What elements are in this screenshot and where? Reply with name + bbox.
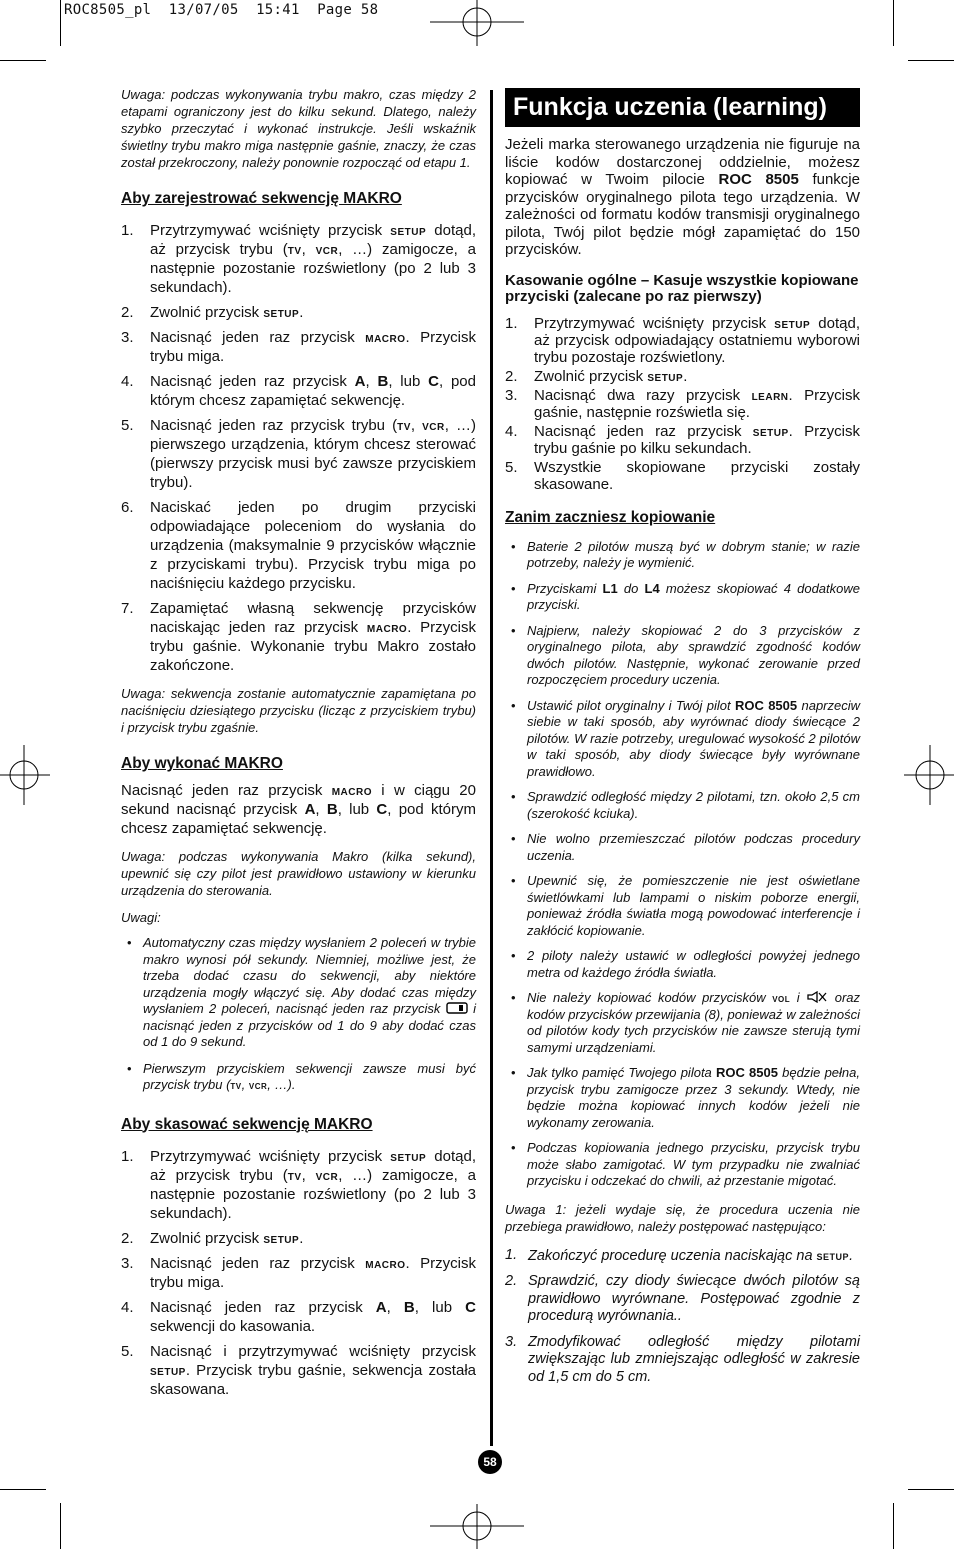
list-item: 3. Nacisnąć jeden raz przycisk macro. Przycisk trybu miga. — [121, 1254, 476, 1291]
registration-mark-left — [0, 745, 52, 805]
left-column — [121, 86, 476, 1399]
list-item: • Automatyczny czas między wysłaniem 2 poleceń w trybie makro wynosi pół sekundy. Niemniej, możliwe jest, że trzeba dodać czasu do sekwencji, aby niektóre urządzenia mogły włączyć się. Aby dodać czas między wysłaniem 2 poleceń, nacisnąć jeden raz przycisk i nacisnąć jeden z przycisków od 1 do 9 aby dodać czas od 1 do 9 sekund. — [127, 935, 477, 1049]
list-item: • Jak tylko pamięć Twojego pilota ROC 8505 będzie pełna, przycisk trybu zamigocze przez 3 sekundy. Wtedy, nie będzie można kopiować innych kodów jeżeli nie wykonamy zerowania. — [511, 1065, 860, 1130]
list-item: 3. Nacisnąć jeden raz przycisk macro. Przycisk trybu miga. — [121, 329, 476, 365]
uwaga-1-note: Uwaga 1: jeżeli wydaje się, że procedura uczenia nie przebiega prawidłowo, należy postępować następująco: — [505, 1201, 860, 1234]
list-item: • Sprawdzić odległość między 2 pilotami, tzn. około 2,5 cm (szerokość kciuka). — [511, 789, 860, 821]
list-item: 4. Nacisnąć jeden raz przycisk A, B, lub C, pod którym chcesz zapamiętać sekwencję. — [121, 373, 476, 409]
delete-macro-steps — [121, 1147, 476, 1399]
run-macro-note: Uwaga: podczas wykonywania Makro (kilka sekund), upewnić się czy pilot jest prawidłowo ustawiony w kierunku urządzenia do sterowania. — [121, 849, 476, 898]
registration-mark-top — [430, 0, 526, 50]
list-item: 5. Nacisnąć jeden raz przycisk trybu (tv, vcr, …) pierwszego urządzenia, którym chcesz sterować (pierwszy przycisk musi być zawsze przyciskiem trybu). — [121, 417, 476, 491]
right-column — [505, 88, 860, 1386]
troubleshoot-steps — [505, 1247, 860, 1387]
list-item: 1. Zakończyć procedurę uczenia naciskając na setup. — [505, 1246, 854, 1264]
list-item: 2. Zwolnić przycisk setup. — [121, 1229, 304, 1247]
crop-mark — [60, 1503, 61, 1549]
page-number: 58 — [478, 1450, 502, 1474]
global-reset-steps — [505, 315, 860, 493]
section-title-before-copy: Zanim zaczniesz kopiowanie — [505, 508, 716, 526]
crop-mark — [60, 0, 61, 46]
list-item: 4. Nacisnąć jeden raz przycisk setup. Przycisk trybu gaśnie po kilku sekundach. — [505, 422, 860, 457]
list-item: 1. Przytrzymywać wciśnięty przycisk setup dotąd, aż przycisk trybu (tv, vcr, …) zamigocze, a następnie pozostanie rozświetlony (po 2 lub 3 sekundach). — [121, 1147, 476, 1222]
list-item: 1. Przytrzymywać wciśnięty przycisk setup dotąd, aż przycisk trybu (tv, vcr, …) zamigocze, a następnie pozostanie rozświetlony (po 2 lub 3 sekundach). — [121, 222, 476, 296]
crop-mark — [0, 1489, 46, 1490]
page-title: Funkcja uczenia (learning) — [505, 88, 860, 127]
list-item: • Podczas kopiowania jednego przycisku, przycisk trybu może słabo zamigotać. W tym przypadku nie zwalniać przycisku i odczekać do chwili, aż przestanie migotać. — [511, 1140, 860, 1188]
crop-mark — [0, 60, 46, 61]
list-item: 5. Wszystkie skopiowane przyciski zostały skasowane. — [505, 458, 860, 493]
list-item: 5. Nacisnąć i przytrzymywać wciśnięty przycisk setup. Przycisk trybu gaśnie, sekwencja została skasowana. — [121, 1342, 476, 1398]
info-button-icon — [446, 1002, 468, 1014]
record-macro-steps — [121, 221, 476, 675]
list-item: 1. Przytrzymywać wciśnięty przycisk setup dotąd, aż przycisk odpowiadający ostatniemu wyborowi trybu pozostaje rozświetlony. — [505, 314, 860, 366]
learning-intro: Jeżeli marka sterowanego urządzenia nie figuruje na liście kodów dostarczonej oddzielnie, możesz kopiować w Twoim pilocie ROC 8505 funkcje przycisków oryginalnego pilota tego urządzenia. W zależności od formatu kodów transmisji oryginalnego pilota, Twój pilot będzie mógł zapamiętać do 150 przycisków. — [505, 136, 860, 258]
list-item: • Ustawić pilot oryginalny i Twój pilot ROC 8505 naprzeciw siebie w taki sposób, aby wyrównać diody świecące 2 pilotów. W razie potrzeby, uregulować wysokość 2 pilotów w taki sposób, aby diody świecące były wyrównane prawidłowo. — [511, 697, 861, 779]
section-title-run-macro: Aby wykonać MAKRO — [121, 755, 283, 772]
notes-label: Uwagi: — [121, 910, 161, 925]
mute-icon — [806, 991, 828, 1003]
print-header: ROC8505_pl 13/07/05 15:41 Page 58 — [64, 2, 379, 18]
registration-mark-right — [902, 745, 954, 805]
list-item: 7. Zapamiętać własną sekwencję przycisków naciskając jeden raz przycisk macro. Przycisk trybu gaśnie. Wykonanie trybu Makro zostało zakończone. — [121, 600, 476, 674]
crop-mark — [908, 60, 954, 61]
section-title-record-macro: Aby zarejestrować sekwencję MAKRO — [121, 190, 402, 207]
list-item: • Baterie 2 pilotów muszą być w dobrym stanie; w razie potrzeby, należy je wymienić. — [511, 538, 860, 570]
column-divider — [490, 90, 493, 1446]
list-item: • Najpierw, należy skopiować 2 do 3 przycisków z oryginalnego pilota, aby sprawdzić zgodność kodów dwóch pilotów. Następnie, wykonać zerowanie przed rozpoczęciem procedury uczenia. — [511, 622, 860, 687]
before-copy-list — [505, 539, 860, 1190]
registration-mark-bottom — [430, 1500, 526, 1549]
list-item: 4. Nacisnąć jeden raz przycisk A, B, lub C sekwencji do kasowania. — [121, 1298, 476, 1335]
list-item: • 2 piloty należy ustawić w odległości powyżej jednego metra od każdego źródła światła. — [511, 948, 860, 980]
crop-mark — [908, 1489, 954, 1490]
list-item: 3. Zmodyfikować odległość między pilotami zwiększając lub zmniejszając odległość w zakresie od 1,5 cm do 5 cm. — [505, 1333, 860, 1385]
crop-mark — [893, 1503, 894, 1549]
intro-note: Uwaga: podczas wykonywania trybu makro, czas między 2 etapami ograniczony jest do kilku sekund. Dlatego, należy szybko przeczytać i wykonać instrukcje. Jeśli wskaźnik świetlny trybu makro miga następnie gaśnie, znaczy, że czas został przekroczony, należy ponownie rozpocząć od etapu 1. — [121, 87, 476, 170]
list-item: 2. Sprawdzić, czy diody świecące dwóch pilotów są prawidłowo wyrównane. Postępować zgodnie z procedurą wyrównania.. — [505, 1273, 860, 1324]
list-item: • Upewnić się, że pomieszczenie nie jest oświetlane świetlówkami lub lampami o niskim poborze energii, ponieważ źródła światła mogą powodować interferencje i zakłócić kopiowanie. — [511, 873, 860, 938]
list-item: 2. Zwolnić przycisk setup. — [121, 304, 304, 321]
list-item: 2. Zwolnić przycisk setup. — [505, 367, 688, 385]
section-title-delete-macro: Aby skasować sekwencję MAKRO — [121, 1115, 373, 1133]
list-item: • Nie należy kopiować kodów przycisków vol i oraz kodów przycisków przewijania (8), ponieważ w zależności od pilotów kody tych przycisków nie zawsze sterują tymi samymi urządzeniami. — [511, 990, 860, 1055]
section-title-global-reset: Kasowanie ogólne – Kasuje wszystkie kopiowane przyciski (zalecane po raz pierwszy) — [505, 271, 859, 305]
run-macro-text: Nacisnąć jeden raz przycisk macro i w ciągu 20 sekund nacisnąć przycisk A, B, lub C, pod którym chcesz zapamiętać sekwencję. — [121, 782, 476, 837]
macro-saved-note: Uwaga: sekwencja zostanie automatycznie zapamiętana po naciśnięciu dziesiątego przycisku (licząc z przyciskiem trybu) i przycisk trybu zgaśnie. — [121, 686, 476, 735]
notes-list — [121, 935, 476, 1094]
list-item: • Nie wolno przemieszczać pilotów podczas procedury uczenia. — [511, 831, 860, 863]
list-item: • Przyciskami L1 do L4 możesz skopiować 4 dodatkowe przyciski. — [511, 580, 860, 612]
list-item: • Pierwszym przyciskiem sekwencji zawsze musi być przycisk trybu (tv, vcr, …). — [127, 1060, 476, 1092]
list-item: 3. Nacisnąć dwa razy przycisk learn. Przycisk gaśnie, następnie rozświetla się. — [505, 386, 860, 421]
crop-mark — [893, 0, 894, 46]
list-item: 6. Naciskać jeden po drugim przyciski odpowiadające poleceniom do wysłania do urządzenia (maksymalnie 9 przycisków włącznie z przyciskami trybu). Przycisk trybu miga po naciśnięciu każdego przycisku. — [121, 499, 476, 592]
